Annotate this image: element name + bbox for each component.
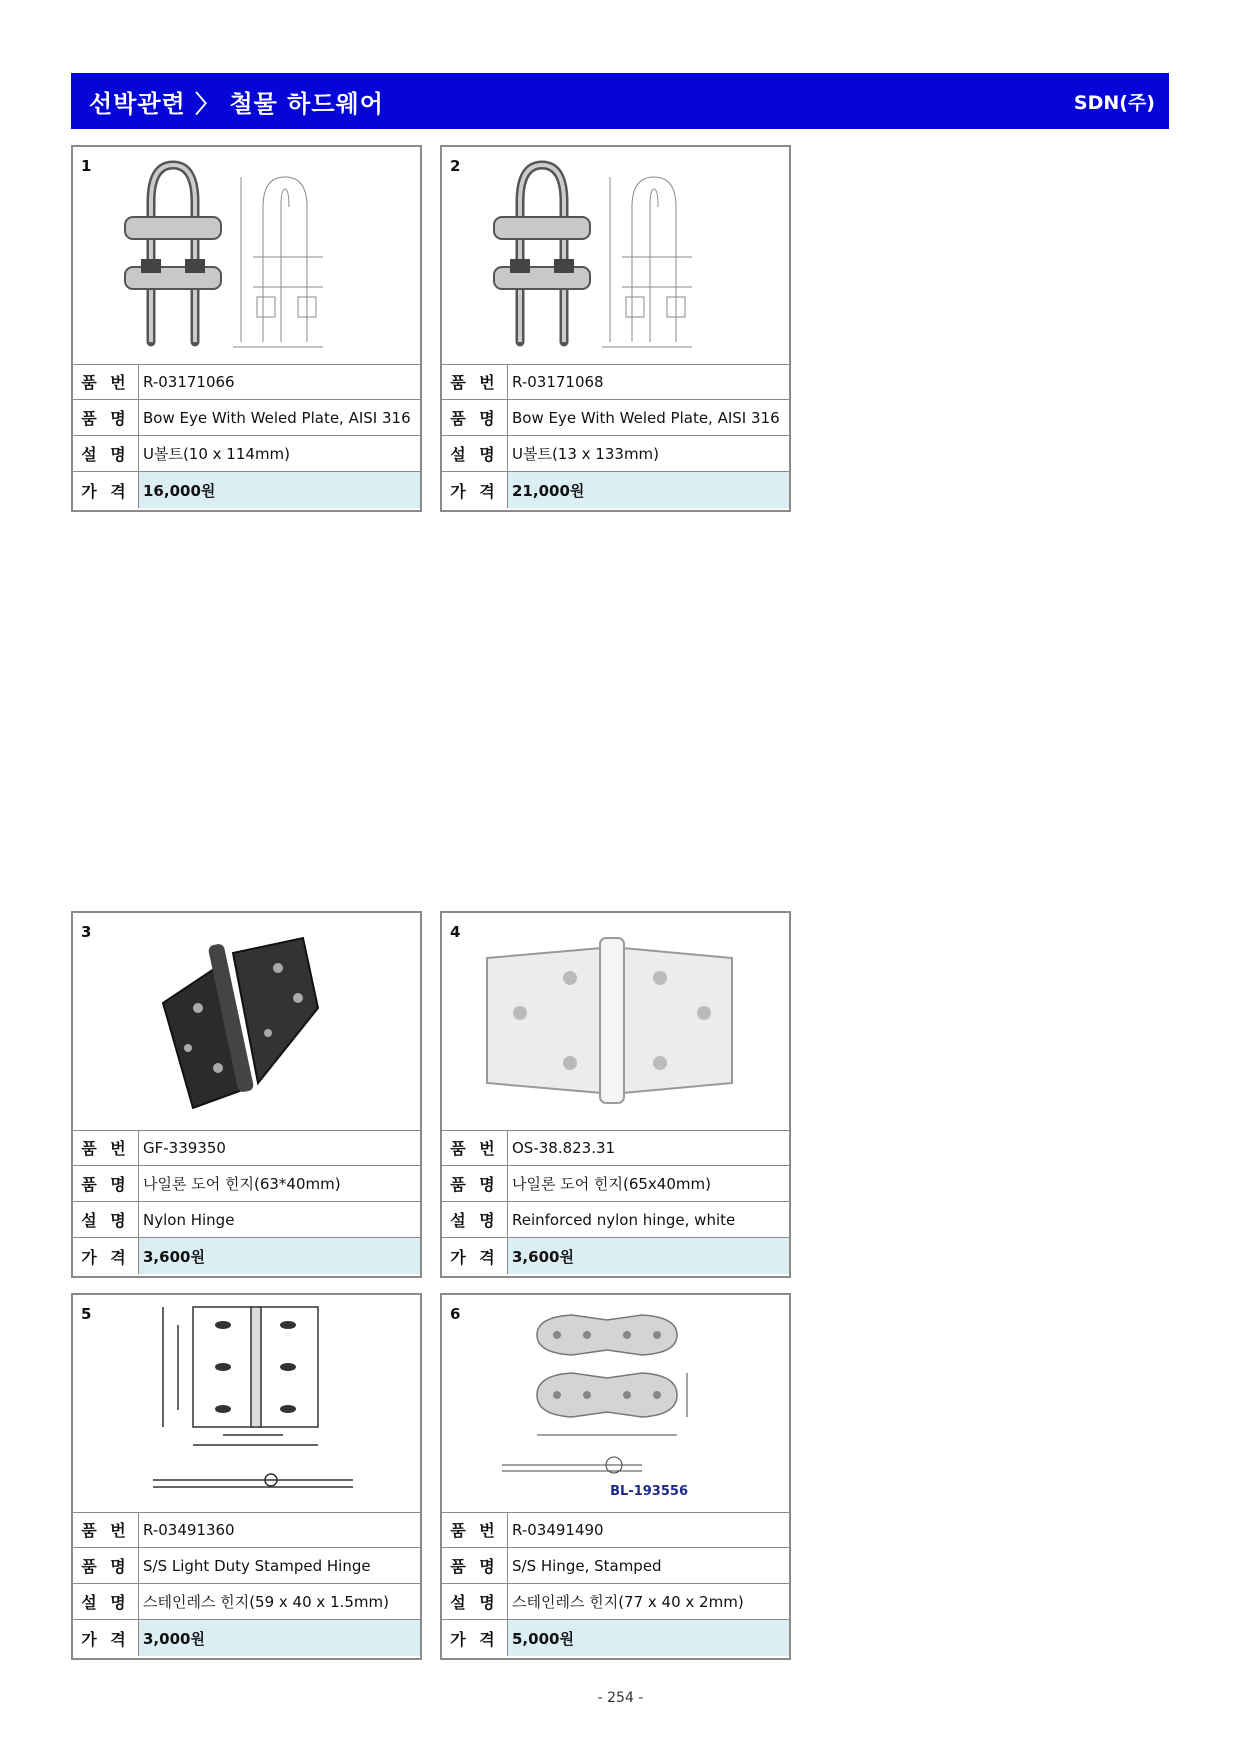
part-number-row bbox=[442, 1512, 789, 1548]
description-label: 설 명 bbox=[73, 436, 139, 471]
part-number-value: R-03491490 bbox=[512, 1520, 604, 1539]
product-number: 1 bbox=[81, 157, 92, 175]
description-label: 설 명 bbox=[442, 1202, 508, 1237]
price-label: 가 격 bbox=[442, 472, 508, 508]
product-number: 2 bbox=[450, 157, 461, 175]
part-number-value: OS-38.823.31 bbox=[512, 1138, 616, 1157]
price-value: 3,000원 bbox=[139, 1620, 420, 1656]
description-label: 설 명 bbox=[73, 1202, 139, 1237]
price-label: 가 격 bbox=[442, 1238, 508, 1274]
price-label: 가 격 bbox=[442, 1620, 508, 1656]
price-label: 가 격 bbox=[73, 1238, 139, 1274]
price-row bbox=[442, 1238, 789, 1274]
price-value: 5,000원 bbox=[508, 1620, 789, 1656]
price-value: 3,600원 bbox=[139, 1238, 420, 1274]
part-number-row bbox=[442, 1130, 789, 1166]
part-number-value: R-03171066 bbox=[143, 372, 235, 391]
product-number: 6 bbox=[450, 1305, 461, 1323]
page-header bbox=[71, 73, 1169, 129]
stamped-hinge-photo-icon bbox=[442, 1295, 789, 1512]
description-value: 스테인레스 힌지(59 x 40 x 1.5mm) bbox=[143, 1593, 389, 1611]
description-value: U볼트(13 x 133mm) bbox=[512, 445, 660, 463]
price-row bbox=[442, 472, 789, 508]
product-image-box bbox=[73, 147, 420, 365]
description-value: Nylon Hinge bbox=[143, 1210, 235, 1229]
product-image-box bbox=[73, 1295, 420, 1513]
part-number-label: 품 번 bbox=[73, 364, 139, 399]
product-name-label: 품 명 bbox=[73, 1166, 139, 1201]
black-nylon-hinge-icon bbox=[73, 913, 420, 1130]
price-row bbox=[73, 472, 420, 508]
part-number-label: 품 번 bbox=[442, 1512, 508, 1547]
part-number-row bbox=[73, 1130, 420, 1166]
product-name-row bbox=[73, 1166, 420, 1202]
product-name-row bbox=[442, 1166, 789, 1202]
description-label: 설 명 bbox=[442, 436, 508, 471]
page-title: 선박관련 〉 철물 하드웨어 bbox=[89, 89, 384, 118]
description-label: 설 명 bbox=[73, 1584, 139, 1619]
part-number-value: R-03171068 bbox=[512, 372, 604, 391]
description-row bbox=[73, 436, 420, 472]
product-number: 3 bbox=[81, 923, 92, 941]
part-number-row bbox=[442, 364, 789, 400]
product-image-box bbox=[442, 913, 789, 1131]
part-number-row bbox=[73, 1512, 420, 1548]
product-name-value: Bow Eye With Weled Plate, AISI 316 bbox=[143, 408, 411, 427]
part-number-row bbox=[73, 364, 420, 400]
product-name-value: S/S Hinge, Stamped bbox=[512, 1556, 662, 1575]
product-name-label: 품 명 bbox=[73, 1548, 139, 1583]
product-image-box bbox=[73, 913, 420, 1131]
product-name-row bbox=[73, 400, 420, 436]
part-number-label: 품 번 bbox=[442, 1130, 508, 1165]
brand-name: SDN(주) bbox=[1073, 91, 1155, 114]
product-name-label: 품 명 bbox=[442, 1166, 508, 1201]
description-label: 설 명 bbox=[442, 1584, 508, 1619]
product-card-3 bbox=[71, 911, 422, 1278]
part-number-label: 품 번 bbox=[442, 364, 508, 399]
price-value: 21,000원 bbox=[508, 472, 789, 508]
product-name-value: 나일론 도어 힌지(65x40mm) bbox=[512, 1175, 711, 1193]
u-bolt-bow-eye-icon bbox=[73, 147, 420, 364]
description-row bbox=[73, 1584, 420, 1620]
product-name-label: 품 명 bbox=[73, 400, 139, 435]
price-label: 가 격 bbox=[73, 1620, 139, 1656]
part-number-value: R-03491360 bbox=[143, 1520, 235, 1539]
product-name-label: 품 명 bbox=[442, 1548, 508, 1583]
product-image-box bbox=[442, 1295, 789, 1513]
description-row bbox=[442, 436, 789, 472]
price-row bbox=[73, 1238, 420, 1274]
product-card-2 bbox=[440, 145, 791, 512]
product-name-row bbox=[442, 1548, 789, 1584]
stamped-hinge-drawing-icon bbox=[73, 1295, 420, 1512]
product-card-1 bbox=[71, 145, 422, 512]
product-card-5 bbox=[71, 1293, 422, 1660]
part-number-label: 품 번 bbox=[73, 1130, 139, 1165]
product-image-box bbox=[442, 147, 789, 365]
product-name-value: S/S Light Duty Stamped Hinge bbox=[143, 1556, 371, 1575]
price-row bbox=[442, 1620, 789, 1656]
product-card-6 bbox=[440, 1293, 791, 1660]
product-name-value: 나일론 도어 힌지(63*40mm) bbox=[143, 1175, 341, 1193]
product-number: 5 bbox=[81, 1305, 92, 1323]
part-number-label: 품 번 bbox=[73, 1512, 139, 1547]
product-name-label: 품 명 bbox=[442, 400, 508, 435]
price-value: 3,600원 bbox=[508, 1238, 789, 1274]
product-card-4 bbox=[440, 911, 791, 1278]
product-number: 4 bbox=[450, 923, 461, 941]
product-name-row bbox=[442, 400, 789, 436]
product-name-value: Bow Eye With Weled Plate, AISI 316 bbox=[512, 408, 780, 427]
price-label: 가 격 bbox=[73, 472, 139, 508]
description-row bbox=[442, 1584, 789, 1620]
page-number: - 254 - bbox=[597, 1690, 644, 1706]
description-row bbox=[442, 1202, 789, 1238]
white-nylon-hinge-icon bbox=[442, 913, 789, 1130]
description-value: U볼트(10 x 114mm) bbox=[143, 445, 291, 463]
image-part-tag: BL-193556 bbox=[610, 1484, 688, 1499]
price-value: 16,000원 bbox=[139, 472, 420, 508]
description-row bbox=[73, 1202, 420, 1238]
description-value: 스테인레스 힌지(77 x 40 x 2mm) bbox=[512, 1593, 744, 1611]
u-bolt-bow-eye-icon bbox=[442, 147, 789, 364]
part-number-value: GF-339350 bbox=[143, 1138, 226, 1157]
description-value: Reinforced nylon hinge, white bbox=[512, 1210, 736, 1229]
price-row bbox=[73, 1620, 420, 1656]
product-name-row bbox=[73, 1548, 420, 1584]
